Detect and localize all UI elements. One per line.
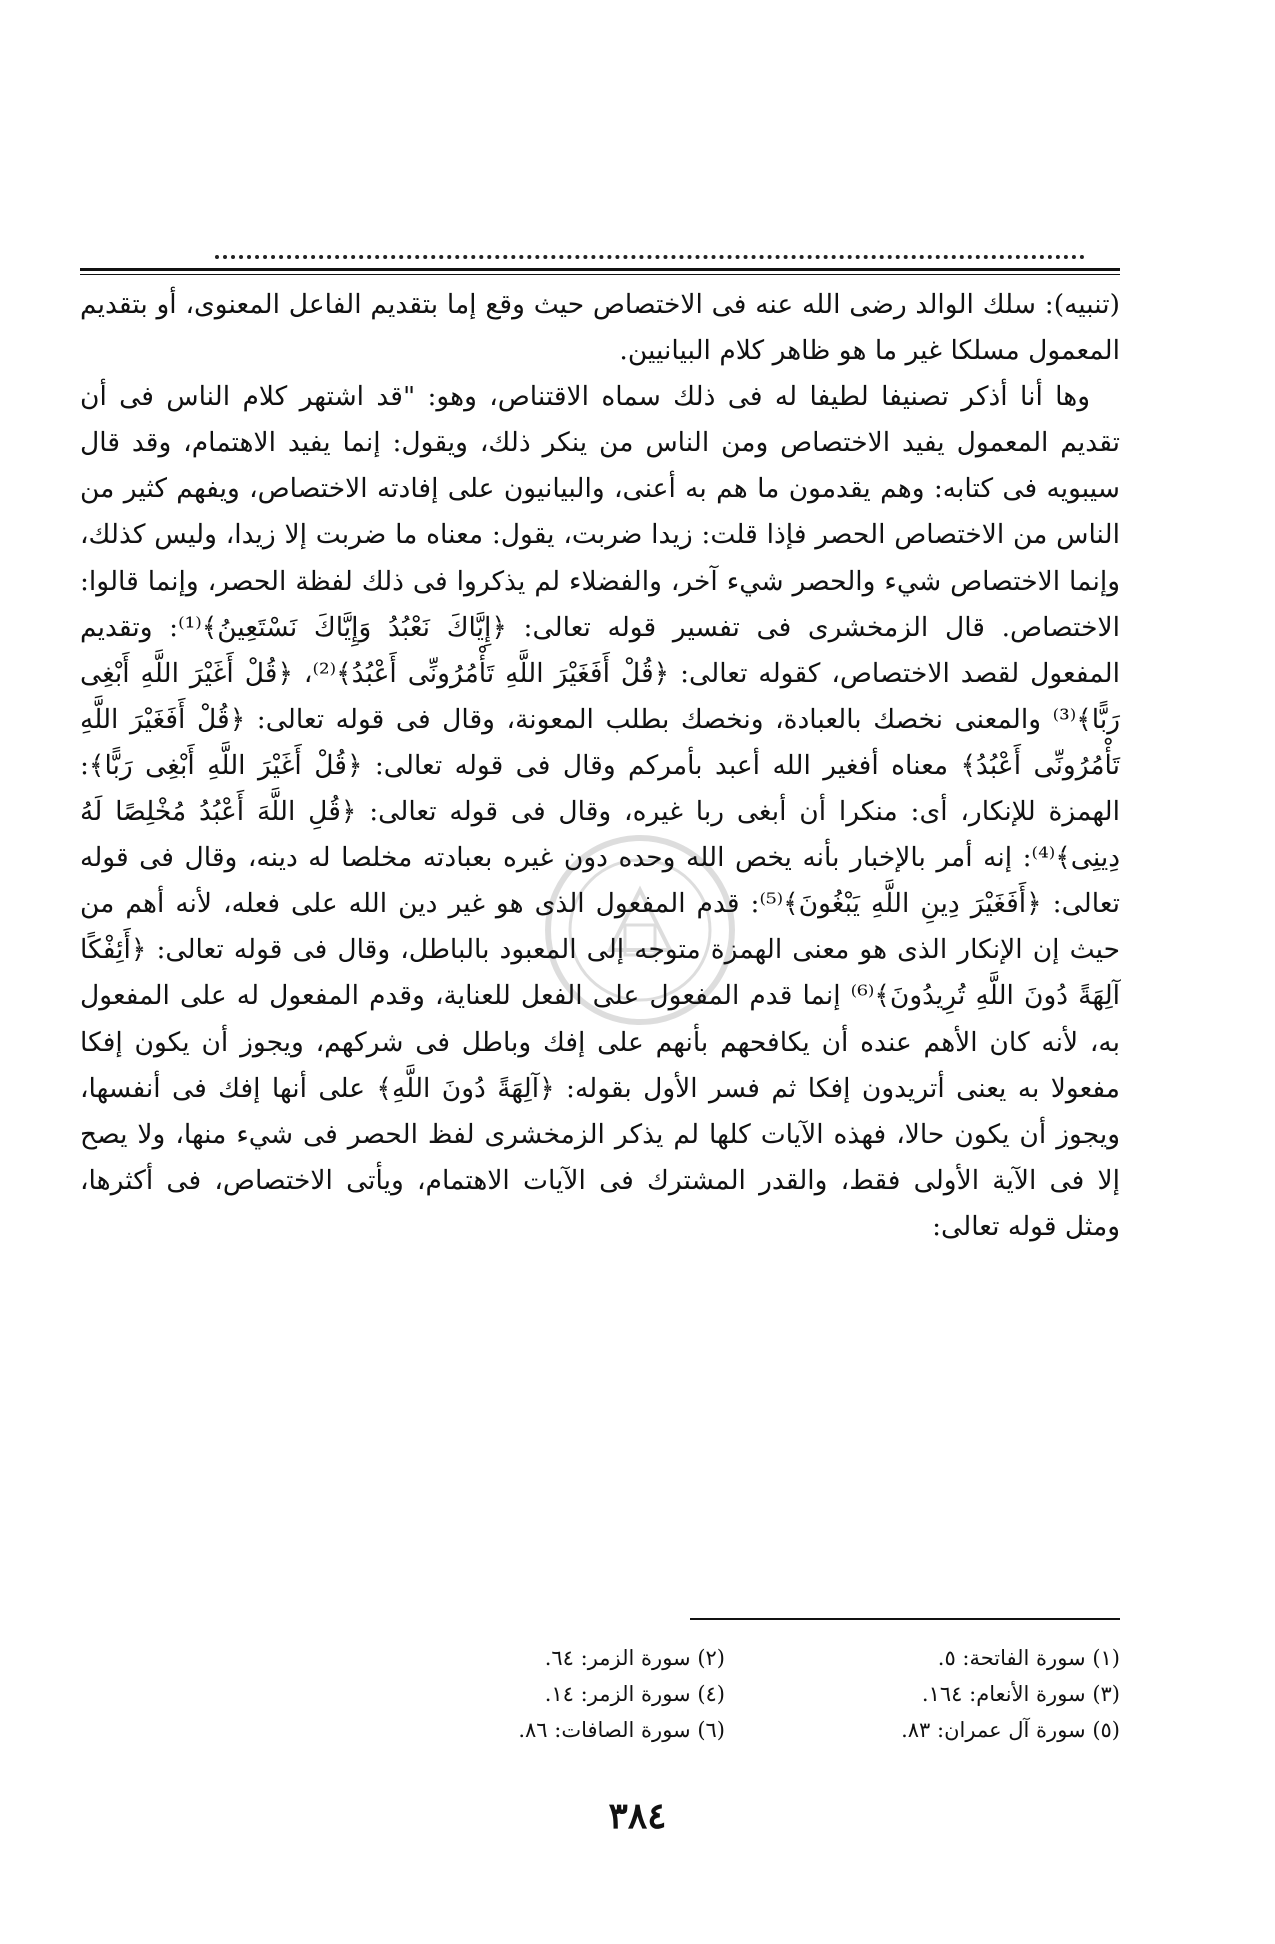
paragraph-iqtinas: وها أنا أذكر تصنيفا لطيفا له فى ذلك سماه الاقتناص، وهو: "قد اشتهر كلام الناس فى أن تقديم المعمول يفيد الاختصاص ومن الناس من ينكر ذلك، ويقول: إنما يفيد الاهتمام، وقد قال سيبويه فى كتابه: وهم يقدمون ما هم به أعنى، والبيانيون على إفادته الاختصاص، ويفهم كثير من الناس من الاختصاص الحصر فإذا قلت: زيدا ضربت، يقول: معناه ما ضربت إلا زيدا، وليس كذلك، وإنما الاختصاص شيء والحصر شيء آخر، والفضلاء لم يذكروا فى ذلك لفظة الحصر، وإنما قالوا: الاختصاص. قال الزمخشرى فى تفسير قوله تعالى: ﴿إِيَّاكَ نَعْبُدُ وَإِيَّاكَ نَسْتَعِينُ﴾⁽¹⁾: وتقديم المفعول لقصد الاختصاص، كقوله تعالى: ﴿قُلْ أَفَغَيْرَ اللَّهِ تَأْمُرُونِّى أَعْبُدُ﴾⁽²⁾، ﴿قُلْ أَغَيْرَ اللَّهِ أَبْغِى رَبًّا﴾⁽³⁾ والمعنى نخصك بالعبادة، ونخصك بطلب المعونة، وقال فى قوله تعالى: ﴿قُلْ أَفَغَيْرَ اللَّهِ تَأْمُرُونِّى أَعْبُدُ﴾ معناه أفغير الله أعبد بأمركم وقال فى قوله تعالى: ﴿قُلْ أَغَيْرَ اللَّهِ أَبْغِى رَبًّا﴾: الهمزة للإنكار، أى: منكرا أن أبغى ربا غيره، وقال فى قوله تعالى: ﴿قُلِ اللَّهَ أَعْبُدُ مُخْلِصًا لَهُ دِينِى﴾⁽⁴⁾: إنه أمر بالإخبار بأنه يخص الله وحده دون غيره بعبادته مخلصا له دينه، وقال فى قوله تعالى: ﴿أَفَغَيْرَ دِينِ اللَّهِ يَبْغُونَ﴾⁽⁵⁾: قدم المفعول الذى هو غير دين الله على فعله، لأنه أهم من حيث إن الإنكار الذى هو معنى الهمزة متوجه إلى المعبود بالباطل، وقال فى قوله تعالى: ﴿أَئِفْكًا آلِهَةً دُونَ اللَّهِ تُرِيدُونَ﴾⁽⁶⁾ إنما قدم المفعول على الفعل للعناية، وقدم المفعول له على المفعول به، لأنه كان الأهم عنده أن يكافحهم بأنهم على إفك وباطل فى شركهم، ويجوز أن يكون إفكا مفعولا به يعنى أتريدون إفكا ثم فسر الأول بقوله: ﴿آلِهَةً دُونَ اللَّهِ﴾ على أنها إفك فى أنفسها، ويجوز أن يكون حالا، فهذه الآيات كلها لم يذكر الزمخشرى لفظ الحصر فى شيء منها، ولا يصح إلا فى الآية الأولى فقط، والقدر المشترك فى الآيات الاهتمام، ويأتى الاختصاص، فى أكثرها، ومثل قوله تعالى: [80,381,1120,1242]
footnote-1: (١) سورة الفاتحة: ٥. [937,1646,1120,1670]
footnote-3: (٣) سورة الأنعام: ١٦٤. [921,1682,1120,1706]
page-number: ٣٨٤ [608,1795,667,1837]
footnote-row [330,1712,1120,1748]
footnote-2: (٢) سورة الزمر: ٦٤. [544,1646,725,1670]
header-dotted-rule [215,255,1085,259]
footnote-separator [690,1618,1120,1620]
main-text [80,282,1120,1250]
footnote-4: (٤) سورة الزمر: ١٤. [544,1682,725,1706]
header-rule [80,268,1120,271]
paragraph-note: (تنبيه): سلك الوالد رضى الله عنه فى الاختصاص حيث وقع إما بتقديم الفاعل المعنوى، أو بتقديم المعمول مسلكا غير ما هو ظاهر كلام البيانيين. [80,289,1120,367]
footnote-6: (٦) سورة الصافات: ٨٦. [518,1718,725,1742]
footnotes [330,1640,1120,1748]
footnote-row [330,1640,1120,1676]
header-rule-thin [80,274,1120,275]
footnote-row [330,1676,1120,1712]
footnote-5: (٥) سورة آل عمران: ٨٣. [901,1718,1120,1742]
